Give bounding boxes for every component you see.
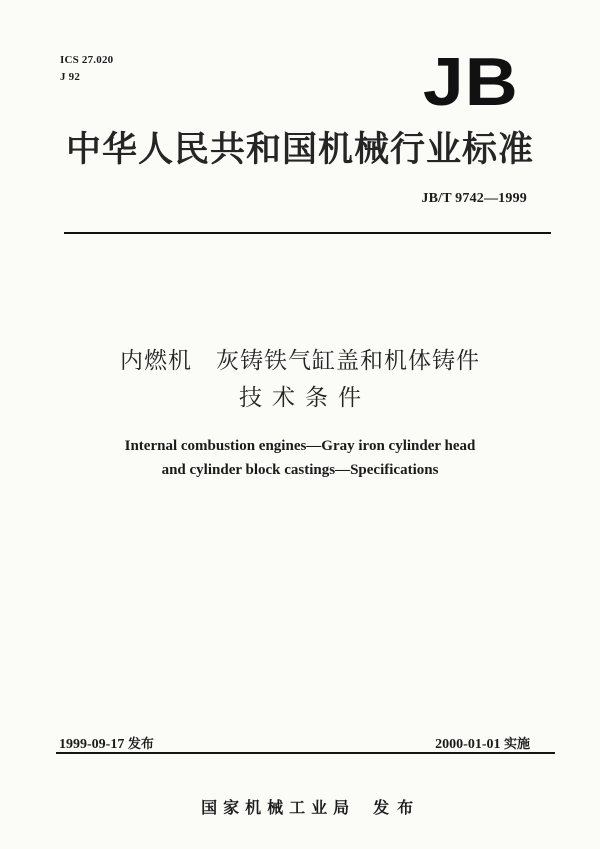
publisher-line — [0, 776, 600, 837]
issue-label: 发布 — [127, 737, 154, 752]
publisher-name: 国家机械工业局 — [201, 798, 356, 817]
english-title-line-1: Internal combustion engines—Gray iron cylinder head — [124, 438, 476, 454]
jb-logo: JB — [422, 44, 519, 120]
implementation-date-block — [435, 733, 530, 753]
footer-divider — [56, 752, 555, 754]
standard-category-title: 中华人民共和国机械行业标准 — [65, 130, 534, 170]
chinese-title-line-1: 内燃机 灰铸铁气缸盖和机体铸件 — [120, 348, 480, 374]
implementation-date: 2000-01-01 — [435, 737, 501, 752]
issue-date: 1999-09-17 — [59, 737, 125, 752]
publish-label: 发布 — [373, 798, 422, 817]
header-divider — [64, 232, 551, 234]
english-title-line-2: and cylinder block castings—Specifications — [161, 462, 439, 478]
english-title — [0, 434, 600, 482]
issue-date-block — [59, 733, 154, 753]
standard-number: JB/T 9742—1999 — [421, 191, 527, 206]
implementation-label: 实施 — [503, 737, 530, 752]
classification-code: J 92 — [60, 71, 81, 83]
chinese-title-line-2: 技术条件 — [239, 385, 371, 411]
ics-code: ICS 27.020 — [60, 54, 114, 66]
